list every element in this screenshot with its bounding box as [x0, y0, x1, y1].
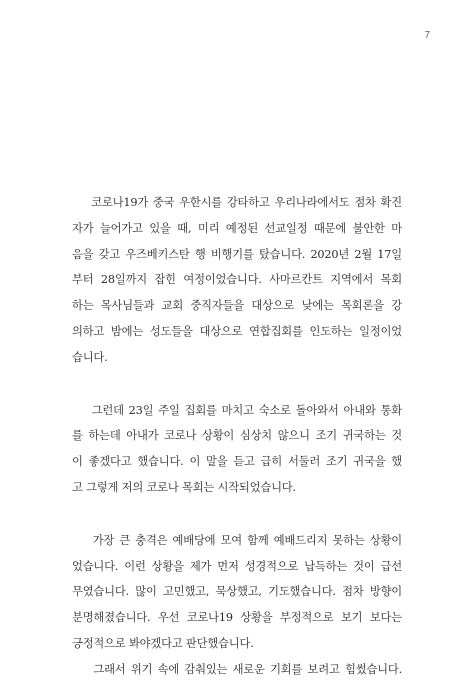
paragraph-3 — [72, 528, 402, 657]
text-line: 었습니다. 이런 상황을 제가 먼저 성경적으로 납득하는 것이 급선 — [72, 559, 402, 573]
text-line: 그래서 위기 속에 감춰있는 새로운 기회를 보려고 힘썼습니다. — [72, 662, 402, 676]
text-line: 분명해졌습니다. 우선 코로나19 상황을 부정적으로 보기 보다는 — [72, 611, 402, 625]
body-text — [72, 190, 402, 683]
text-line: 자가 늘어가고 있을 때, 미리 예정된 선교일정 때문에 불안한 마 — [72, 221, 402, 235]
paragraph-1 — [72, 190, 402, 371]
text-line: 코로나19가 중국 우한시를 강타하고 우리나라에서도 점차 확진 — [72, 196, 402, 209]
paragraph-2 — [72, 398, 402, 501]
text-line: 가장 큰 충격은 예배당에 모여 함께 예배드리지 못하는 상황이 — [72, 533, 402, 547]
page-number: 7 — [424, 30, 430, 41]
text-line: 음을 갖고 우즈베키스탄 행 비행기를 탔습니다. 2020년 2월 17일 — [72, 247, 402, 261]
text-line: 를 하는데 아내가 코로나 상황이 심상치 않으니 조기 귀국하는 것 — [72, 429, 402, 443]
text-line: 고 그렇게 저의 코로나 목회는 시작되었습니다. — [72, 480, 296, 494]
text-line: 무였습니다. 많이 고민했고, 묵상했고, 기도했습니다. 점차 방향이 — [72, 585, 402, 599]
paragraph-4 — [72, 657, 402, 683]
text-line: 이 좋겠다고 했습니다. 이 말을 듣고 급히 서둘러 조기 귀국을 했 — [72, 455, 402, 469]
text-line: 부터 28일까지 잡힌 여정이었습니다. 사마르칸트 지역에서 목회 — [72, 273, 402, 287]
text-line: 긍정적으로 봐야겠다고 판단했습니다. — [72, 636, 254, 650]
text-line: 의하고 밤에는 성도들을 대상으로 연합집회를 인도하는 일정이었 — [72, 324, 402, 338]
text-line: 습니다. — [72, 350, 108, 364]
text-line: 그런데 23일 주일 집회를 마치고 숙소로 돌아와서 아내와 통화 — [72, 403, 402, 417]
text-line: 하는 목사님들과 교회 중직자들을 대상으로 낮에는 목회론을 강 — [72, 299, 402, 313]
